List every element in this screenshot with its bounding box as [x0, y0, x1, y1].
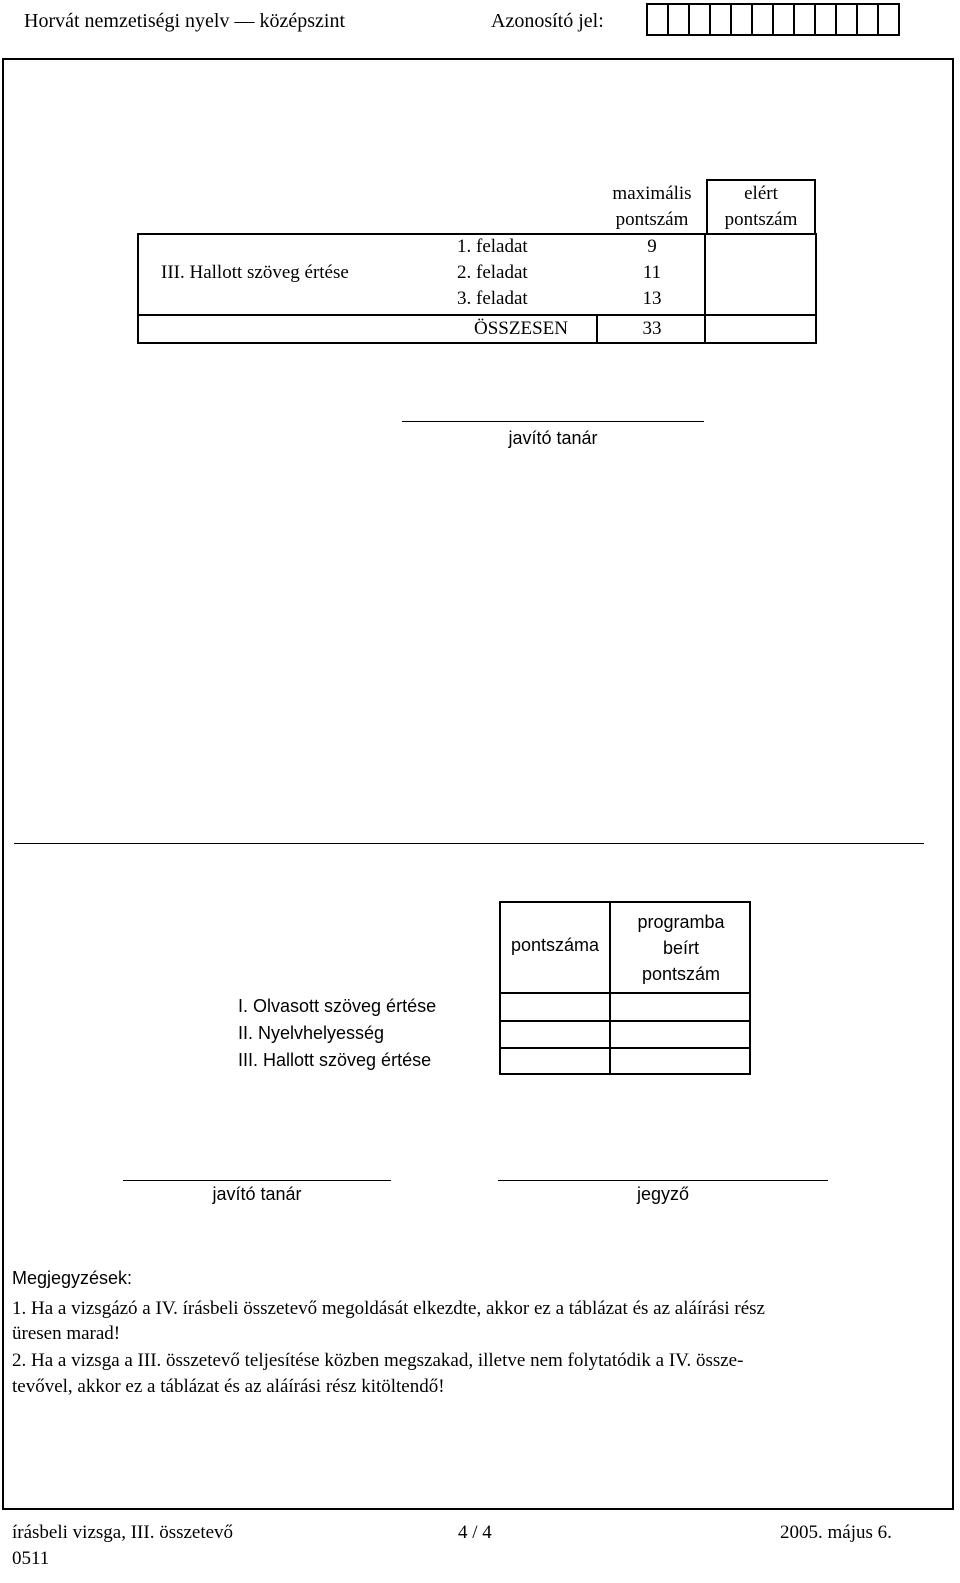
signature-line — [402, 421, 704, 422]
id-box[interactable] — [688, 3, 711, 36]
task-label: 1. feladat — [457, 236, 528, 257]
col-program-line3: pontszám — [641, 964, 721, 984]
footer-left: írásbeli vizsga, III. összetevő — [12, 1522, 234, 1543]
id-box[interactable] — [772, 3, 795, 36]
summary-row-label: I. Olvasott szöveg értése — [238, 996, 437, 1016]
divider — [499, 992, 751, 994]
id-label: Azonosító jel: — [491, 10, 604, 32]
id-box[interactable] — [814, 3, 837, 36]
divider — [137, 314, 817, 316]
col-max-line2: pontszám — [615, 209, 689, 230]
task-label: 3. feladat — [457, 288, 528, 309]
total-max: 33 — [642, 318, 662, 339]
id-box[interactable] — [835, 3, 858, 36]
id-box[interactable] — [877, 3, 900, 36]
summary-row-label: III. Hallott szöveg értése — [238, 1050, 432, 1070]
id-box[interactable] — [646, 3, 669, 36]
task-max: 11 — [642, 262, 662, 283]
task-label: 2. feladat — [457, 262, 528, 283]
id-box[interactable] — [856, 3, 879, 36]
section-label: III. Hallott szöveg értése — [161, 262, 349, 283]
signature-line — [123, 1180, 391, 1181]
col-points-header: pontszáma — [510, 935, 600, 955]
footer-date: 2005. május 6. — [780, 1522, 892, 1543]
divider — [499, 1047, 751, 1049]
document-header-title: Horvát nemzetiségi nyelv — középszint — [24, 10, 346, 32]
note-text: 1. Ha a vizsgázó a IV. írásbeli összetevő megoldását elkezdte, akkor ez a táblázat és az aláírási rész — [12, 1298, 765, 1319]
task-max: 13 — [642, 288, 662, 309]
note-text: 2. Ha a vizsga a III. összetevő teljesítése közben megszakad, illetve nem folytatódik a IV. össze- — [12, 1350, 744, 1371]
id-box[interactable] — [730, 3, 753, 36]
id-box[interactable] — [667, 3, 690, 36]
note-text: üresen marad! — [12, 1323, 121, 1344]
footer-page: 4 / 4 — [458, 1522, 492, 1543]
summary-row-label: II. Nyelvhelyesség — [238, 1023, 385, 1043]
footer-code: 0511 — [12, 1548, 50, 1569]
col-achieved-line2: pontszám — [724, 209, 798, 230]
col-achieved-line1: elért — [744, 183, 778, 204]
signature-label: javító tanár — [212, 1184, 302, 1204]
col-max-header — [598, 181, 706, 233]
id-box[interactable] — [751, 3, 774, 36]
notes-heading: Megjegyzések: — [12, 1268, 133, 1288]
col-max-line1: maximális — [612, 183, 692, 204]
task-max: 9 — [647, 236, 657, 257]
note-text: tevővel, akkor ez a táblázat és az aláírási rész kitöltendő! — [12, 1376, 445, 1397]
col-program-header — [611, 909, 751, 987]
col-program-line2: beírt — [662, 938, 700, 958]
id-box[interactable] — [709, 3, 732, 36]
col-program-line1: programba — [637, 912, 725, 932]
section-separator — [14, 843, 924, 844]
id-box[interactable] — [793, 3, 816, 36]
signature-line — [498, 1180, 828, 1181]
signature-label: jegyző — [636, 1184, 690, 1204]
col-achieved-header — [706, 181, 816, 233]
divider — [499, 1020, 751, 1022]
total-label: ÖSSZESEN — [474, 318, 568, 339]
id-boxes — [648, 3, 900, 36]
signature-label: javító tanár — [508, 428, 598, 448]
